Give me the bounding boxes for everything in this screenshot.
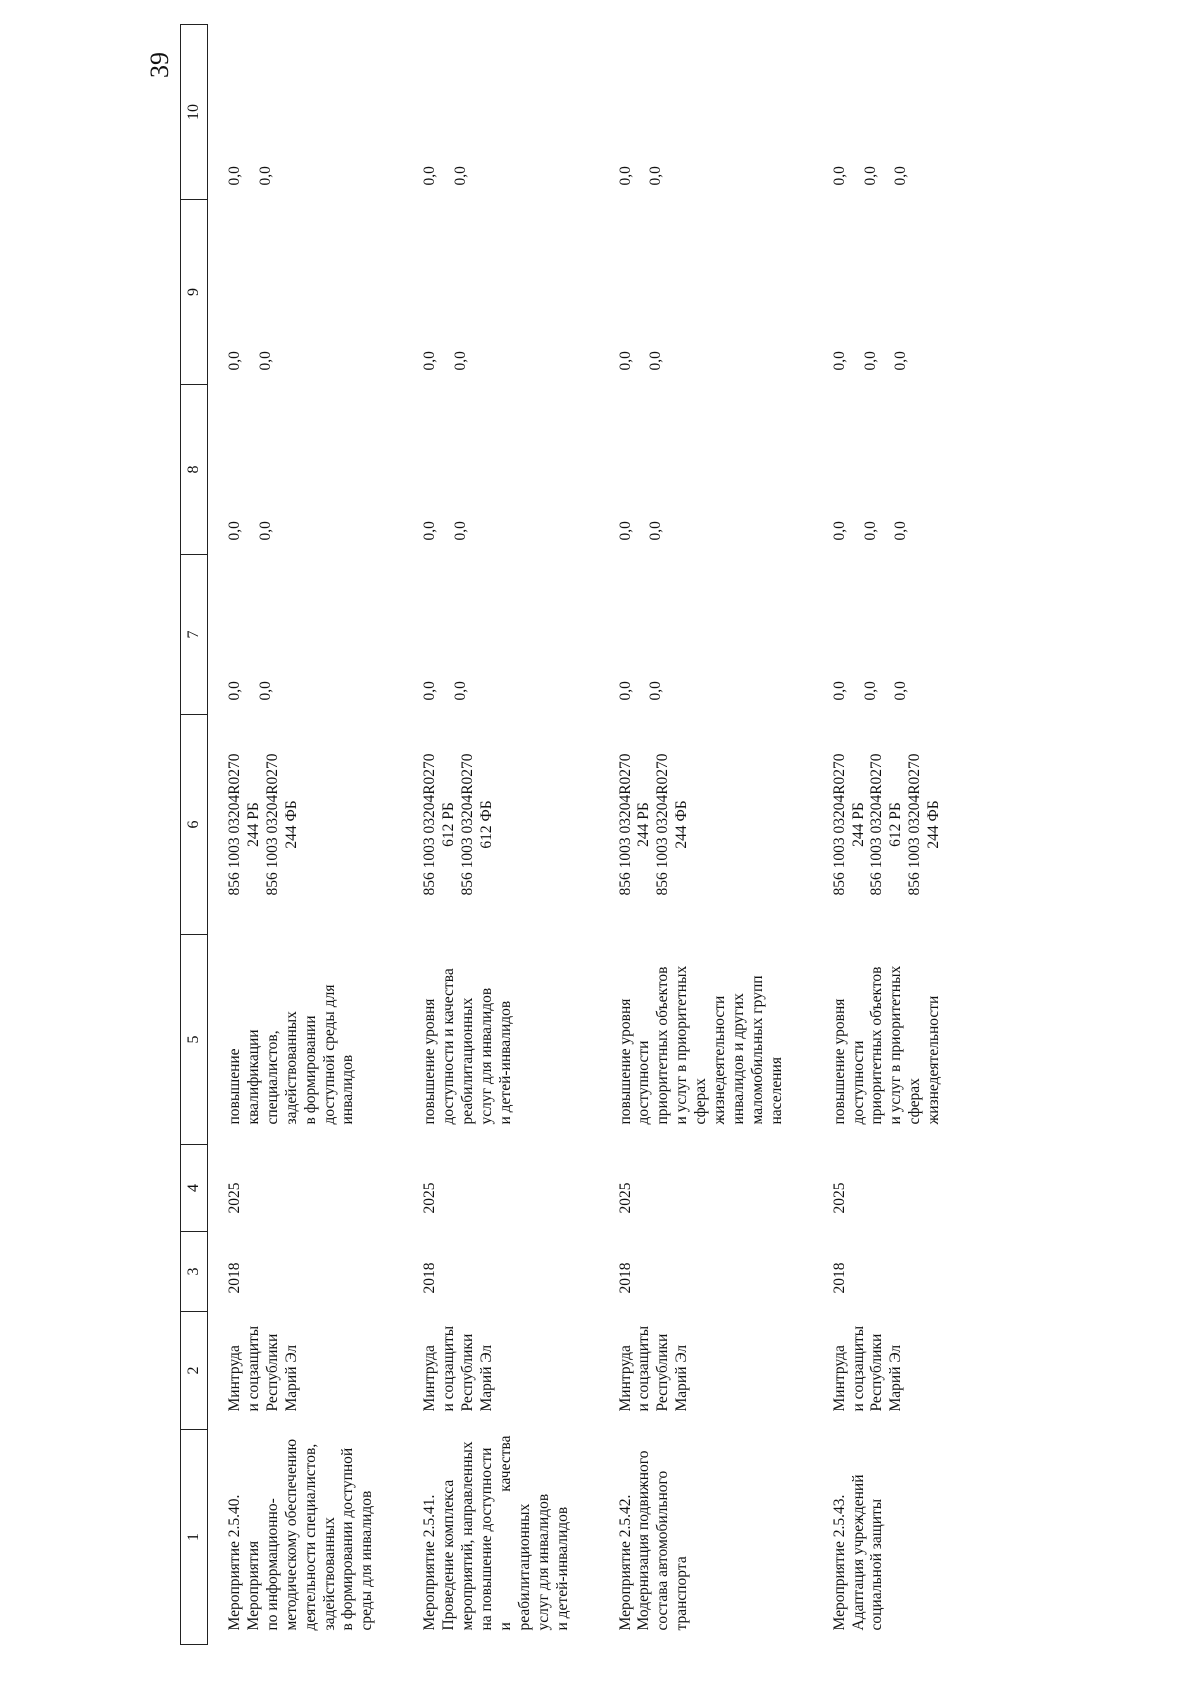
executor-line: Минтруда <box>830 1345 848 1412</box>
budget-code-line: 856 1003 03204R0270 <box>226 753 243 896</box>
value-col-9 <box>208 200 404 385</box>
value-col-9 <box>599 200 813 385</box>
value-col-7-line: 0,0 <box>830 681 848 701</box>
measure-name-line: транспорта <box>673 1556 691 1631</box>
value-col-7 <box>403 555 598 715</box>
end-year <box>599 1145 813 1232</box>
column-number-header <box>181 25 208 1645</box>
end-year <box>813 1145 970 1232</box>
line-gap <box>440 31 452 186</box>
value-col-10 <box>403 25 598 200</box>
expected-result-line: квалификации <box>244 1029 262 1125</box>
budget-code-line: 244 ФБ <box>282 800 300 849</box>
measure-name-line: Мероприятие 2.5.42. <box>616 1494 634 1631</box>
start-year <box>403 1232 598 1312</box>
start-year <box>208 1232 404 1312</box>
value-col-7 <box>813 555 970 715</box>
value-col-9-line: 0,0 <box>452 351 470 371</box>
line-gap <box>880 391 892 541</box>
col-header-3: 3 <box>181 1232 208 1312</box>
start-year <box>599 1232 813 1312</box>
expected-result-line: задействованных <box>282 1011 300 1125</box>
budget-code-line: 612 ФБ <box>477 800 495 849</box>
value-col-9-line: 0,0 <box>647 351 665 371</box>
expected-result <box>403 935 598 1145</box>
line-gap <box>245 561 257 701</box>
expected-result-line: услуг для инвалидов <box>477 987 495 1125</box>
budget-code-line: 856 1003 03204R0270 <box>868 753 886 896</box>
col-header-10: 10 <box>181 25 208 200</box>
value-col-10-line: 0,0 <box>256 166 274 186</box>
value-col-9-line: 0,0 <box>892 351 910 371</box>
budget-code-line: 856 1003 03204R0270 <box>616 753 634 896</box>
line-gap <box>440 206 452 371</box>
executor-line: и соцзащиты <box>440 1325 458 1412</box>
start-year-value: 2018 <box>226 1262 243 1294</box>
value-col-7-line: 0,0 <box>226 681 243 701</box>
value-col-7-line: 0,0 <box>892 681 910 701</box>
measure-name <box>403 1430 598 1645</box>
measure-name-line: деятельности специалистов, <box>301 1443 319 1631</box>
expected-result-line: приоритетных объектов <box>868 966 886 1125</box>
executor-line: и соцзащиты <box>244 1325 262 1412</box>
budget-code-line: 856 1003 03204R0270 <box>906 753 924 896</box>
executor <box>813 1312 970 1430</box>
line-gap <box>440 391 452 541</box>
budget-code <box>599 715 813 935</box>
line-gap <box>635 206 647 371</box>
expected-result-line: сферах <box>906 1078 924 1125</box>
expected-result-line: и услуг в приоритетных <box>887 965 905 1125</box>
value-col-10-line: 0,0 <box>830 166 848 186</box>
expected-result <box>813 935 970 1145</box>
value-col-10-line: 0,0 <box>616 166 634 186</box>
value-col-8 <box>813 385 970 555</box>
value-col-10-line: 0,0 <box>861 166 879 186</box>
value-col-9-line: 0,0 <box>226 351 243 371</box>
executor <box>599 1312 813 1430</box>
expected-result-line: доступности <box>635 1040 653 1125</box>
value-col-8 <box>403 385 598 555</box>
page-number: 39 <box>145 52 174 78</box>
expected-result-line: в формировании <box>301 1015 319 1125</box>
value-col-8 <box>599 385 813 555</box>
budget-code-line: 856 1003 03204R0270 <box>830 753 848 896</box>
budget-code-line: 244 РБ <box>244 802 262 847</box>
expected-result-line: специалистов, <box>263 1030 281 1125</box>
expected-result-line: жизнедеятельности <box>711 995 729 1125</box>
measure-name-line: в формировании доступной <box>339 1447 357 1631</box>
col-header-6: 6 <box>181 715 208 935</box>
line-gap <box>880 31 892 186</box>
value-col-10-line: 0,0 <box>226 166 243 186</box>
expected-result <box>208 935 404 1145</box>
value-col-9-line: 0,0 <box>830 351 848 371</box>
start-year-value: 2018 <box>830 1262 848 1294</box>
executor-line: Республики <box>654 1333 672 1412</box>
line-gap <box>850 561 862 701</box>
measure-name-line: мероприятий, направленных <box>459 1441 477 1631</box>
value-col-8-line: 0,0 <box>830 521 848 541</box>
executor-line: Минтруда <box>421 1345 439 1412</box>
expected-result-line: жизнедеятельности <box>925 995 943 1125</box>
line-gap <box>850 391 862 541</box>
col-header-4: 4 <box>181 1145 208 1232</box>
value-col-9-line: 0,0 <box>421 351 439 371</box>
expected-result <box>599 935 813 1145</box>
value-col-8-line: 0,0 <box>256 521 274 541</box>
value-col-8 <box>208 385 404 555</box>
value-col-10-line: 0,0 <box>421 166 439 186</box>
value-col-8-line: 0,0 <box>647 521 665 541</box>
executor-line: Марий Эл <box>477 1344 495 1412</box>
measure-name-line: задействованных <box>320 1517 338 1631</box>
budget-code-line: 244 РБ <box>635 802 653 847</box>
measure-name-line: и качества реабилитационных <box>496 1435 533 1631</box>
measure-name-line: услуг для инвалидов <box>534 1493 552 1631</box>
expected-result-line: повышение уровня <box>421 998 439 1125</box>
measure-name-line: Мероприятие 2.5.40. <box>226 1494 243 1631</box>
executor-line: Республики <box>459 1333 477 1412</box>
executor <box>208 1312 404 1430</box>
budget-code-line: 244 ФБ <box>925 800 943 849</box>
measure-name <box>813 1430 970 1645</box>
col-header-5: 5 <box>181 935 208 1145</box>
col-header-8: 8 <box>181 385 208 555</box>
executor-line: Марий Эл <box>282 1344 300 1412</box>
measure-name-line: среды для инвалидов <box>358 1490 376 1631</box>
line-gap <box>635 391 647 541</box>
budget-code <box>208 715 404 935</box>
value-col-8-line: 0,0 <box>452 521 470 541</box>
value-col-9-line: 0,0 <box>616 351 634 371</box>
end-year-value: 2025 <box>421 1182 439 1214</box>
line-gap <box>880 561 892 701</box>
line-gap <box>880 206 892 371</box>
value-col-10-line: 0,0 <box>892 166 910 186</box>
executor-line: и соцзащиты <box>635 1325 653 1412</box>
expected-result-line: и детей-инвалидов <box>496 1000 514 1125</box>
value-col-7-line: 0,0 <box>256 681 274 701</box>
measure-name-line: и детей-инвалидов <box>553 1506 571 1631</box>
measure-name <box>208 1430 404 1645</box>
measure-name-line: Модернизация подвижного <box>635 1450 653 1631</box>
value-col-8-line: 0,0 <box>226 521 243 541</box>
expected-result-line: доступности и качества <box>440 968 458 1125</box>
value-col-10 <box>599 25 813 200</box>
measure-name-line: Проведение комплекса <box>440 1479 458 1631</box>
value-col-8-line: 0,0 <box>421 521 439 541</box>
expected-result-line: повышение уровня <box>616 998 634 1125</box>
line-gap <box>245 31 257 186</box>
table-row <box>208 25 404 1645</box>
col-header-2: 2 <box>181 1312 208 1430</box>
value-col-7 <box>599 555 813 715</box>
expected-result-line: повышение <box>226 1048 243 1125</box>
expected-result-line: инвалидов и других <box>729 993 747 1125</box>
expected-result-line: приоритетных объектов <box>654 966 672 1125</box>
value-col-8-line: 0,0 <box>892 521 910 541</box>
measure-name-line: Мероприятия <box>244 1540 262 1631</box>
value-col-8-line: 0,0 <box>861 521 879 541</box>
expected-result-line: доступности <box>849 1040 867 1125</box>
budget-code <box>813 715 970 935</box>
col-header-7: 7 <box>181 555 208 715</box>
measures-table <box>180 24 970 1645</box>
line-gap <box>850 206 862 371</box>
end-year-value: 2025 <box>616 1182 634 1214</box>
line-gap <box>245 206 257 371</box>
value-col-9 <box>403 200 598 385</box>
start-year <box>813 1232 970 1312</box>
budget-code-line: 612 РБ <box>440 802 458 847</box>
start-year-value: 2018 <box>616 1262 634 1294</box>
budget-code-line: 244 РБ <box>849 802 867 847</box>
budget-code-line: 856 1003 03204R0270 <box>459 753 477 896</box>
value-col-7-line: 0,0 <box>452 681 470 701</box>
expected-result-line: маломобильных групп <box>748 975 766 1125</box>
value-col-8-line: 0,0 <box>616 521 634 541</box>
measure-name-line: социальной защиты <box>868 1498 886 1631</box>
line-gap <box>635 561 647 701</box>
col-header-9: 9 <box>181 200 208 385</box>
budget-code-line: 856 1003 03204R0270 <box>654 753 672 896</box>
expected-result-line: реабилитационных <box>459 997 477 1125</box>
measure-name-line: методическому обеспечению <box>282 1438 300 1631</box>
end-year <box>208 1145 404 1232</box>
budget-code-line: 856 1003 03204R0270 <box>263 753 281 896</box>
table-row <box>599 25 813 1645</box>
value-col-7-line: 0,0 <box>647 681 665 701</box>
executor-line: Марий Эл <box>673 1344 691 1412</box>
value-col-10 <box>208 25 404 200</box>
value-col-7 <box>208 555 404 715</box>
executor-line: Республики <box>263 1333 281 1412</box>
executor-line: Республики <box>868 1333 886 1412</box>
measure-name <box>599 1430 813 1645</box>
executor-line: и соцзащиты <box>849 1325 867 1412</box>
line-gap <box>635 31 647 186</box>
budget-code-line: 856 1003 03204R0270 <box>421 753 439 896</box>
line-gap <box>850 31 862 186</box>
expected-result-line: и услуг в приоритетных <box>673 965 691 1125</box>
budget-code-line: 612 РБ <box>887 802 905 847</box>
measure-name-line: состава автомобильного <box>654 1470 672 1631</box>
value-col-7-line: 0,0 <box>861 681 879 701</box>
value-col-10 <box>813 25 970 200</box>
measure-name-line: по информационно- <box>263 1498 281 1631</box>
line-gap <box>440 561 452 701</box>
value-col-9-line: 0,0 <box>861 351 879 371</box>
end-year <box>403 1145 598 1232</box>
measure-name-line: на повышение доступности <box>477 1447 495 1631</box>
value-col-9-line: 0,0 <box>256 351 274 371</box>
col-header-1: 1 <box>181 1430 208 1645</box>
measure-name-line: Мероприятие 2.5.41. <box>421 1494 439 1631</box>
line-gap <box>245 391 257 541</box>
executor-line: Минтруда <box>226 1345 243 1412</box>
table-row <box>403 25 598 1645</box>
value-col-10-line: 0,0 <box>647 166 665 186</box>
executor-line: Минтруда <box>616 1345 634 1412</box>
measure-name-line: Мероприятие 2.5.43. <box>830 1494 848 1631</box>
measure-name-line: Адаптация учреждений <box>849 1474 867 1631</box>
executor <box>403 1312 598 1430</box>
value-col-9 <box>813 200 970 385</box>
budget-code-line: 244 ФБ <box>673 800 691 849</box>
expected-result-line: доступной среды для <box>320 984 338 1125</box>
expected-result-line: сферах <box>692 1078 710 1125</box>
end-year-value: 2025 <box>830 1182 848 1214</box>
start-year-value: 2018 <box>421 1262 439 1294</box>
executor-line: Марий Эл <box>887 1344 905 1412</box>
value-col-7-line: 0,0 <box>421 681 439 701</box>
budget-code <box>403 715 598 935</box>
table-row <box>813 25 970 1645</box>
value-col-10-line: 0,0 <box>452 166 470 186</box>
end-year-value: 2025 <box>226 1182 243 1214</box>
rotated-table-stage <box>180 25 1200 1645</box>
value-col-7-line: 0,0 <box>616 681 634 701</box>
expected-result-line: инвалидов <box>339 1054 357 1125</box>
expected-result-line: населения <box>767 1057 785 1125</box>
expected-result-line: повышение уровня <box>830 998 848 1125</box>
